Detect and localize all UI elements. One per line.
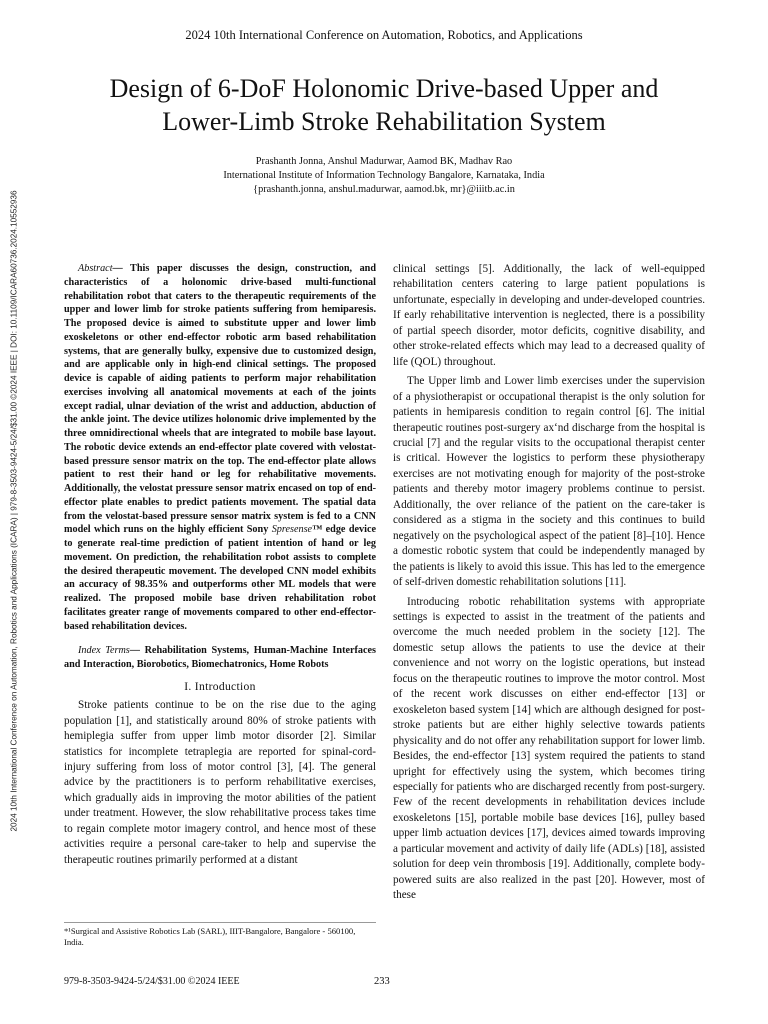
title-line-2: Lower-Limb Stroke Rehabilitation System <box>162 107 606 136</box>
affiliation: International Institute of Information Technology Bangalore, Karnataka, India <box>223 170 545 181</box>
index-terms-label: Index Terms <box>78 645 130 657</box>
intro-paragraph: Stroke patients continue to be on the rise due to the aging population [1], and statistically around 80% of stroke patients with hemiplegia suffer from upper limb motor disorder [2]. Similar statistics for incomplete tetraplegia are reported for spinal-cord-injury suffering from loss of motor control [3], [4]. The general advice by the practitioners is to perform rehabilitative exercises, which gradually aids in improving the motor abilities of the patient under treatment. However, the slow rehabilitative process takes time to regain complete motor imagery control, and hence most of these activities require a personal care-taker to help and supervise the therapeutic routines primarily performed at a distant <box>64 699 376 866</box>
conference-header: 2024 10th International Conference on Automation, Robotics, and Applications <box>185 28 583 42</box>
page-number: 233 <box>374 976 390 987</box>
abstract-text-b: ™ edge device to generate real-time prediction of patient intention of hand or leg movement. On prediction, the rehabilitation robot assists to complete the desired therapeutic movement. The developed CNN model exhibits an accuracy of 98.35% and outperforms other ML models that were realized. The proposed mobile base driven rehabilitation robot facilitates greater range of movements compared to other end-effector-based rehabilitation devices. <box>64 524 376 632</box>
title-line-1: Design of 6-DoF Holonomic Drive-based Upper and <box>109 74 659 103</box>
right-paragraph-3: Introducing robotic rehabilitation systems with appropriate settings is expected to assist in the treatment of the patients and overcome the much needed problem in the society [12]. The domestic setup allows the patients to use the device at their convenience and not worry on the logistic operations, but instead focus on the therapeutic routines to improve the motor control. Most of the recent work discusses on either end-effector [13] or exoskeleton based system [14] which are although designed for post-stroke patients but are either highly selective towards patients physicality and do not offer any rehabilitation support for lower limb. Besides, the end-effector [13] system required the patients to stand upright for effectively using the system, which becomes tiring especially for patients who are discharged recently from post-surgery. Few of the recent developments in rehabilitation devices include exoskeletons [15], portable mobile base devices [16], pulley based upper limb actuation devices [17], devices aimed towards improving a particular movement and activity of daily life (ADLs) [18], assisted solution for deep vein thrombosis [19]. Additionally, complete body-powered suits are also realized in the past [20]. However, most of these <box>393 595 705 902</box>
abstract-label: Abstract <box>78 263 113 274</box>
footnote: *¹Surgical and Assistive Robotics Lab (SARL), IIIT-Bangalore, Bangalore - 560100, India. <box>64 922 376 948</box>
right-column <box>393 262 705 908</box>
emails[interactable]: {prashanth.jonna, anshul.madurwar, aamod.bk, mr}@iiitb.ac.in <box>253 184 515 195</box>
footer-isbn: 979-8-3503-9424-5/24/$31.00 ©2024 IEEE <box>64 976 240 987</box>
author-block <box>0 155 768 197</box>
section-heading: I. Introduction <box>184 679 256 693</box>
right-paragraph-2: The Upper limb and Lower limb exercises under the supervision of a physiotherapist or occupational therapist is the only solution for patients in hemiparesis condition to regain control [6]. The initial therapeutic routines post-surgery ax‘nd discharge from the hospital is crucial [7] and the regular visits to the occupational therapist center is critical. However the logistics to perform these physiotherapy exercises are not motivating enough for majority of the post-stroke patients and thereby motor imagery problems continue to persist. Additionally, the over reliance of the patient on the care-taker is considered as a stigma in the society and this continues to build negatively on the psychological aspect of the patient [8]–[10]. Hence a domestic robotic system that could be independently managed by the patients is likely to avoid this issue. This has led to the emergence of self-driven domestic rehabilitation solutions [11]. <box>393 375 705 589</box>
abstract <box>64 262 376 633</box>
left-column <box>64 262 376 868</box>
authors: Prashanth Jonna, Anshul Madurwar, Aamod BK, Madhav Rao <box>255 156 513 167</box>
side-citation: 2024 10th International Conference on Automation, Robotics and Applications (ICARA) | 979-8-3503-9424-5/24/$31.00 ©2024 IEEE | DOI: 10.1109/ICARA60736.2024.10552936 <box>9 190 19 832</box>
abstract-text-a: — This paper discusses the design, construction, and characteristics of a holonomic drive-based multi-functional rehabilitation robot that caters to the therapeutic requirements of the upper and lower limb for stroke patients suffering from hemiparesis. The proposed device is aimed to substitute upper and lower limb exoskeletons or other end-effector robotic arm based rehabilitation systems, that are generally bulky, expensive due to customized design, and are applicable only in high-end clinical settings. The proposed device is capable of aiding patients to perform major rehabilitation exercises involving all anatomical movements at each of the joints except radial, ulnar deviation of the wrist and adduction, abduction of the ankle joint. The device utilizes holonomic drive implemented by the three omnidirectional wheels that are integrated to mobile base layout. The robotic device extends an end-effector plate covered with velostat-based pressure sensor matrix on the top. The end-effector plate allows patient to rest their hand or leg for rehabilitative movements. Additionally, the velostat pressure sensor matrix encased on top of end-effector plate enables to predict patients movement. The spatial data from the velostat-based pressure sensor matrix system is fed to a CNN model which runs on the highly efficient Sony <box>64 263 376 536</box>
abstract-spresense: Spresense <box>271 524 313 536</box>
paper-title <box>60 72 708 138</box>
index-terms <box>64 644 376 672</box>
index-terms-text: — Rehabilitation Systems, Human-Machine Interfaces and Interaction, Biorobotics, Biomechatronics, Home Robots <box>64 645 376 670</box>
right-paragraph-1: clinical settings [5]. Additionally, the lack of well-equipped rehabilitation centers catering to large patient populations is unfortunate, especially in developing and under-developed countries. If early rehabilitative intervention is neglected, there is a possibility of partial speech disorder, motor deficits, cognitive disability, and other stroke-related effects which may lead to a decreased quality of life (QOL) throughout. <box>393 263 705 368</box>
